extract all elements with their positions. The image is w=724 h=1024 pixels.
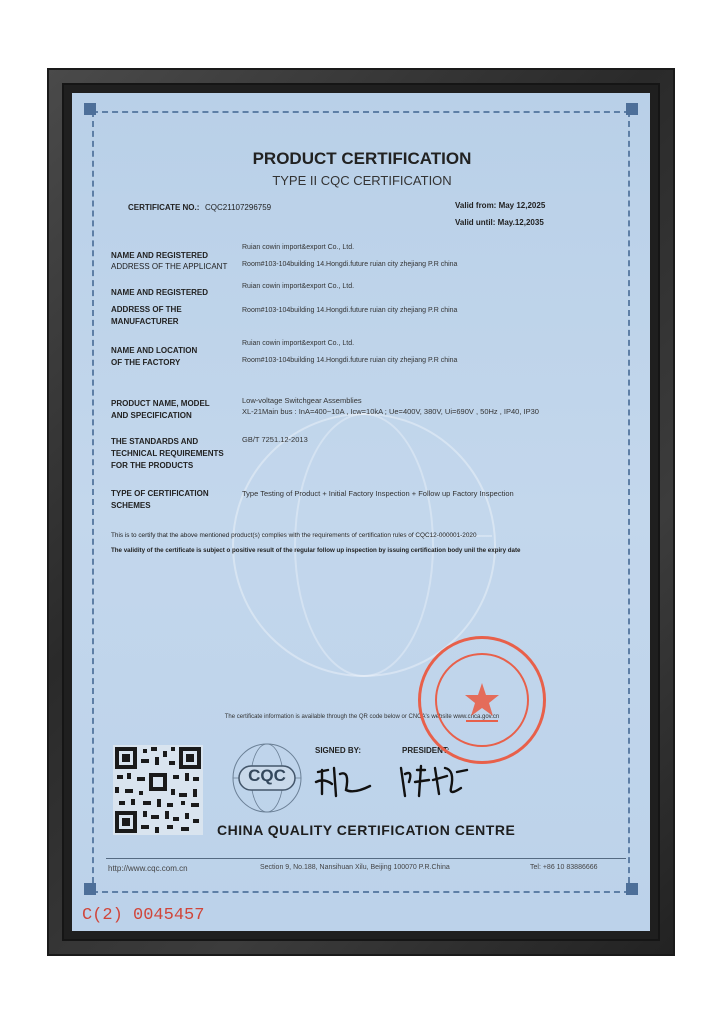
statement-validity: The validity of the certificate is subject o positive result of the regular follow up inspection by issuing certification body unil the expiry date (111, 547, 521, 554)
applicant-label-1: NAME AND REGISTERED (111, 251, 209, 260)
applicant-label-2: ADDRESS OF THE APPLICANT (111, 262, 228, 271)
valid-from: Valid from: May 12,2025 (455, 201, 546, 210)
info-line: The certificate information is available through the QR code below or CNCA's website www.cnca.gov.cn (224, 714, 500, 720)
manufacturer-address: Room#103-104building 14.Hongdi.future ruian city zhejiang P.R china (242, 307, 458, 314)
signature-president (395, 758, 475, 804)
logo-text: CQC (248, 766, 286, 785)
product-label-1: PRODUCT NAME, MODEL (111, 399, 210, 408)
centre-name: CHINA QUALITY CERTIFICATION CENTRE (217, 822, 516, 838)
applicant-address: Room#103-104building 14.Hongdi.future ruian city zhejiang P.R china (242, 261, 458, 268)
footer-divider (106, 858, 626, 859)
certificate-title: PRODUCT CERTIFICATION (252, 149, 472, 168)
certificate-subtitle: TYPE II CQC CERTIFICATION (272, 173, 452, 188)
qr-code[interactable] (113, 745, 203, 835)
president-label: PRESIDENT: (402, 746, 450, 755)
standards-label-3: FOR THE PRODUCTS (111, 461, 194, 470)
applicant-name: Ruian cowin import&export Co., Ltd. (242, 244, 355, 251)
corner-ornament (626, 883, 638, 895)
manufacturer-name: Ruian cowin import&export Co., Ltd. (242, 283, 355, 290)
standards-value: GB/T 7251.12-2013 (242, 435, 308, 444)
standards-label-2: TECHNICAL REQUIREMENTS (111, 449, 224, 458)
manufacturer-label-2: ADDRESS OF THE (111, 305, 182, 314)
factory-address: Room#103-104building 14.Hongdi.future ruian city zhejiang P.R china (242, 357, 458, 364)
statement-compliance: This is to certify that the above mentioned product(s) complies with the requirements of certification rules of CQC12-000001-2020 (111, 532, 477, 539)
qr-code-icon (113, 745, 203, 835)
product-name: Low-voltage Switchgear Assemblies (242, 396, 362, 405)
signature-signed-by (310, 760, 390, 802)
serial-number: C(2) 0045457 (82, 906, 205, 925)
scheme-label-1: TYPE OF CERTIFICATION (111, 489, 209, 498)
certificate-no-label: CERTIFICATE NO.: (128, 203, 200, 212)
footer-website[interactable]: http://www.cqc.com.cn (108, 864, 188, 873)
factory-label-1: NAME AND LOCATION (111, 346, 198, 355)
corner-ornament (626, 103, 638, 115)
cqc-logo (229, 740, 305, 816)
signed-by-label: SIGNED BY: (315, 746, 362, 755)
scheme-value: Type Testing of Product + Initial Factory Inspection + Follow up Factory Inspection (242, 489, 514, 498)
standards-label-1: THE STANDARDS AND (111, 437, 199, 446)
product-spec: XL-21Main bus : InA=400~10A , Icw=10kA ; Ue=400V, 380V, Ui=690V , 50Hz , IP40, IP30 (242, 407, 539, 416)
corner-ornament (84, 883, 96, 895)
certificate-no-value: CQC21107296759 (205, 203, 272, 212)
factory-label-2: OF THE FACTORY (111, 358, 181, 367)
corner-ornament (84, 103, 96, 115)
factory-name: Ruian cowin import&export Co., Ltd. (242, 340, 355, 347)
manufacturer-label-1: NAME AND REGISTERED (111, 288, 209, 297)
valid-until: Valid until: May.12,2035 (455, 218, 544, 227)
scheme-label-2: SCHEMES (111, 501, 151, 510)
footer-address: Section 9, No.188, Nansihuan Xilu, Beijing 100070 P.R.China (260, 864, 450, 871)
product-label-2: AND SPECIFICATION (111, 411, 192, 420)
manufacturer-label-3: MANUFACTURER (111, 317, 179, 326)
seal-star-icon (421, 639, 543, 761)
footer-tel: Tel: +86 10 83886666 (530, 864, 598, 871)
official-seal-stamp (418, 636, 546, 764)
